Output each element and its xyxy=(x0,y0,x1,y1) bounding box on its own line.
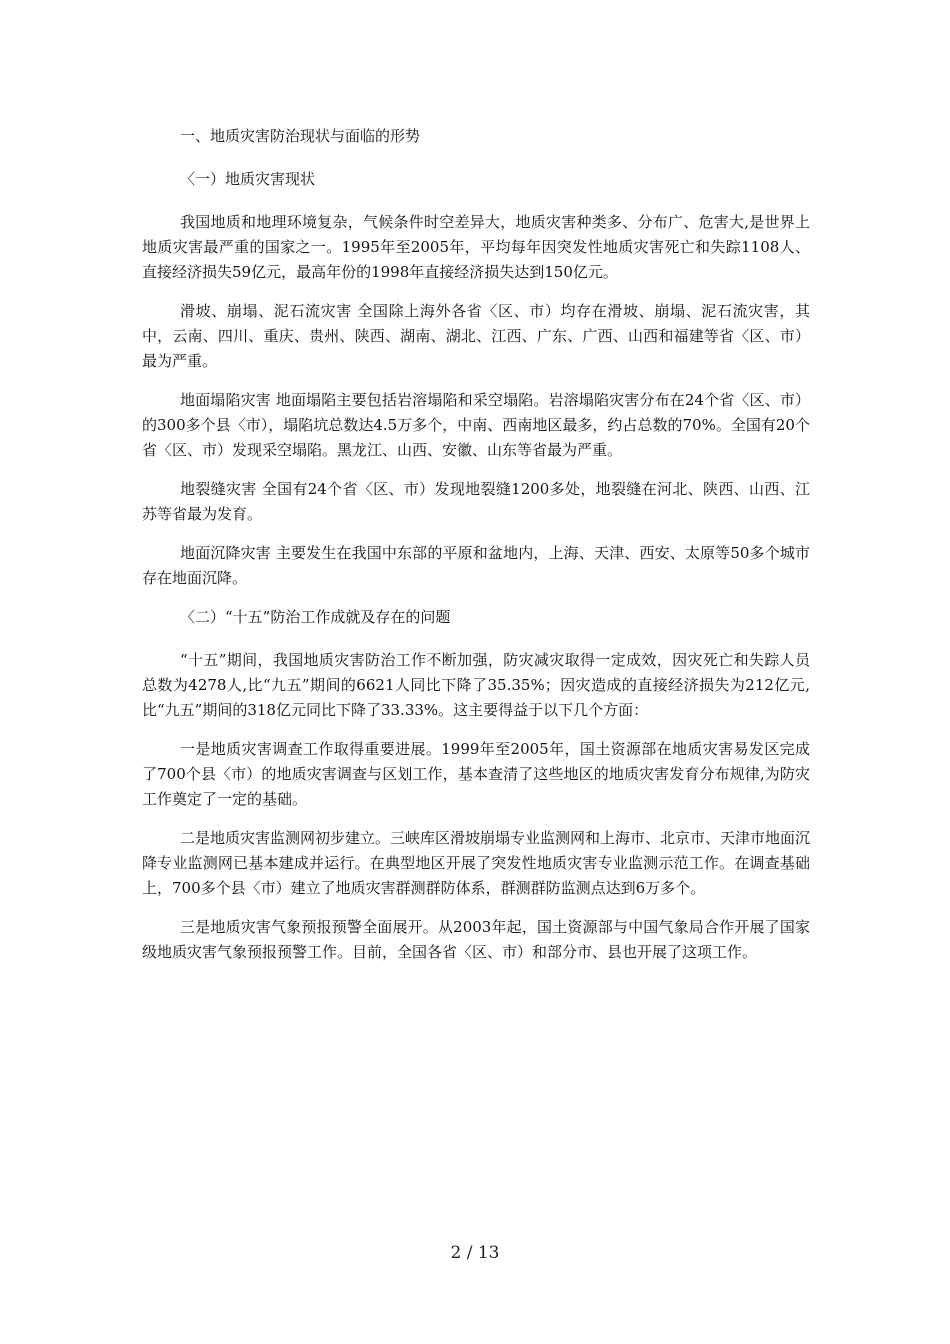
paragraph-forecast-warning: 三是地质灾害气象预报预警全面展开。从2003年起，国土资源部与中国气象局合作开展了国家级地质灾害气象预报预警工作。目前，全国各省〈区、市）和部分市、县也开展了这项工作。 xyxy=(142,918,810,961)
paragraph-ground-subsidence: 地面沉降灾害 主要发生在我国中东部的平原和盆地内，上海、天津、西安、太原等50多个城市存在地面沉降。 xyxy=(142,544,810,587)
paragraph-ground-fissure: 地裂缝灾害 全国有24个省〈区、市）发现地裂缝1200多处，地裂缝在河北、陕西、山西、江苏等省最为发育。 xyxy=(142,480,810,523)
subsection-title-1: 〈一）地质灾害现状 xyxy=(180,170,316,188)
document-body xyxy=(142,124,810,979)
paragraph-overview: 我国地质和地理环境复杂，气候条件时空差异大，地质灾害种类多、分布广、危害大,是世界上地质灾害最严重的国家之一。1995年至2005年，平均每年因突发性地质灾害死亡和失踪1108人、直接经济损失59亿元，最高年份的1998年直接经济损失达到150亿元。 xyxy=(142,213,810,281)
page-number: 2 / 13 xyxy=(450,1243,500,1263)
paragraph-landslide: 滑坡、崩塌、泥石流灾害 全国除上海外各省〈区、市）均存在滑坡、崩塌、泥石流灾害，其中，云南、四川、重庆、贵州、陕西、湖南、湖北、江西、广东、广西、山西和福建等省〈区、市）最为严重。 xyxy=(142,302,810,370)
paragraph-survey-progress: 一是地质灾害调查工作取得重要进展。1999年至2005年，国土资源部在地质灾害易发区完成了700个县〈市）的地质灾害调查与区划工作，基本查清了这些地区的地质灾害发育分布规律,为防灾工作奠定了一定的基础。 xyxy=(142,740,810,808)
subsection-title-2: 〈二）“十五”防治工作成就及存在的问题 xyxy=(180,608,451,626)
paragraph-ground-collapse: 地面塌陷灾害 地面塌陷主要包括岩溶塌陷和采空塌陷。岩溶塌陷灾害分布在24个省〈区、市）的300多个县〈市），塌陷坑总数达4.5万多个，中南、西南地区最多，约占总数的70%。全国有20个省〈区、市）发现采空塌陷。黑龙江、山西、安徽、山东等省最为严重。 xyxy=(142,391,810,459)
paragraph-achievements: “十五”期间，我国地质灾害防治工作不断加强，防灾减灾取得一定成效，因灾死亡和失踪人员总数为4278人,比“九五”期间的6621人同比下降了35.35%；因灾造成的直接经济损失为212亿元,比“九五”期间的318亿元同比下降了33.33%。这主要得益于以下几个方面： xyxy=(142,651,810,719)
paragraph-monitoring-network: 二是地质灾害监测网初步建立。三峡库区滑坡崩塌专业监测网和上海市、北京市、天津市地面沉降专业监测网已基本建成并运行。在典型地区开展了突发性地质灾害专业监测示范工作。在调查基础上，700多个县〈市）建立了地质灾害群测群防体系，群测群防监测点达到6万多个。 xyxy=(142,829,811,897)
section-title: 一、地质灾害防治现状与面临的形势 xyxy=(180,127,421,145)
